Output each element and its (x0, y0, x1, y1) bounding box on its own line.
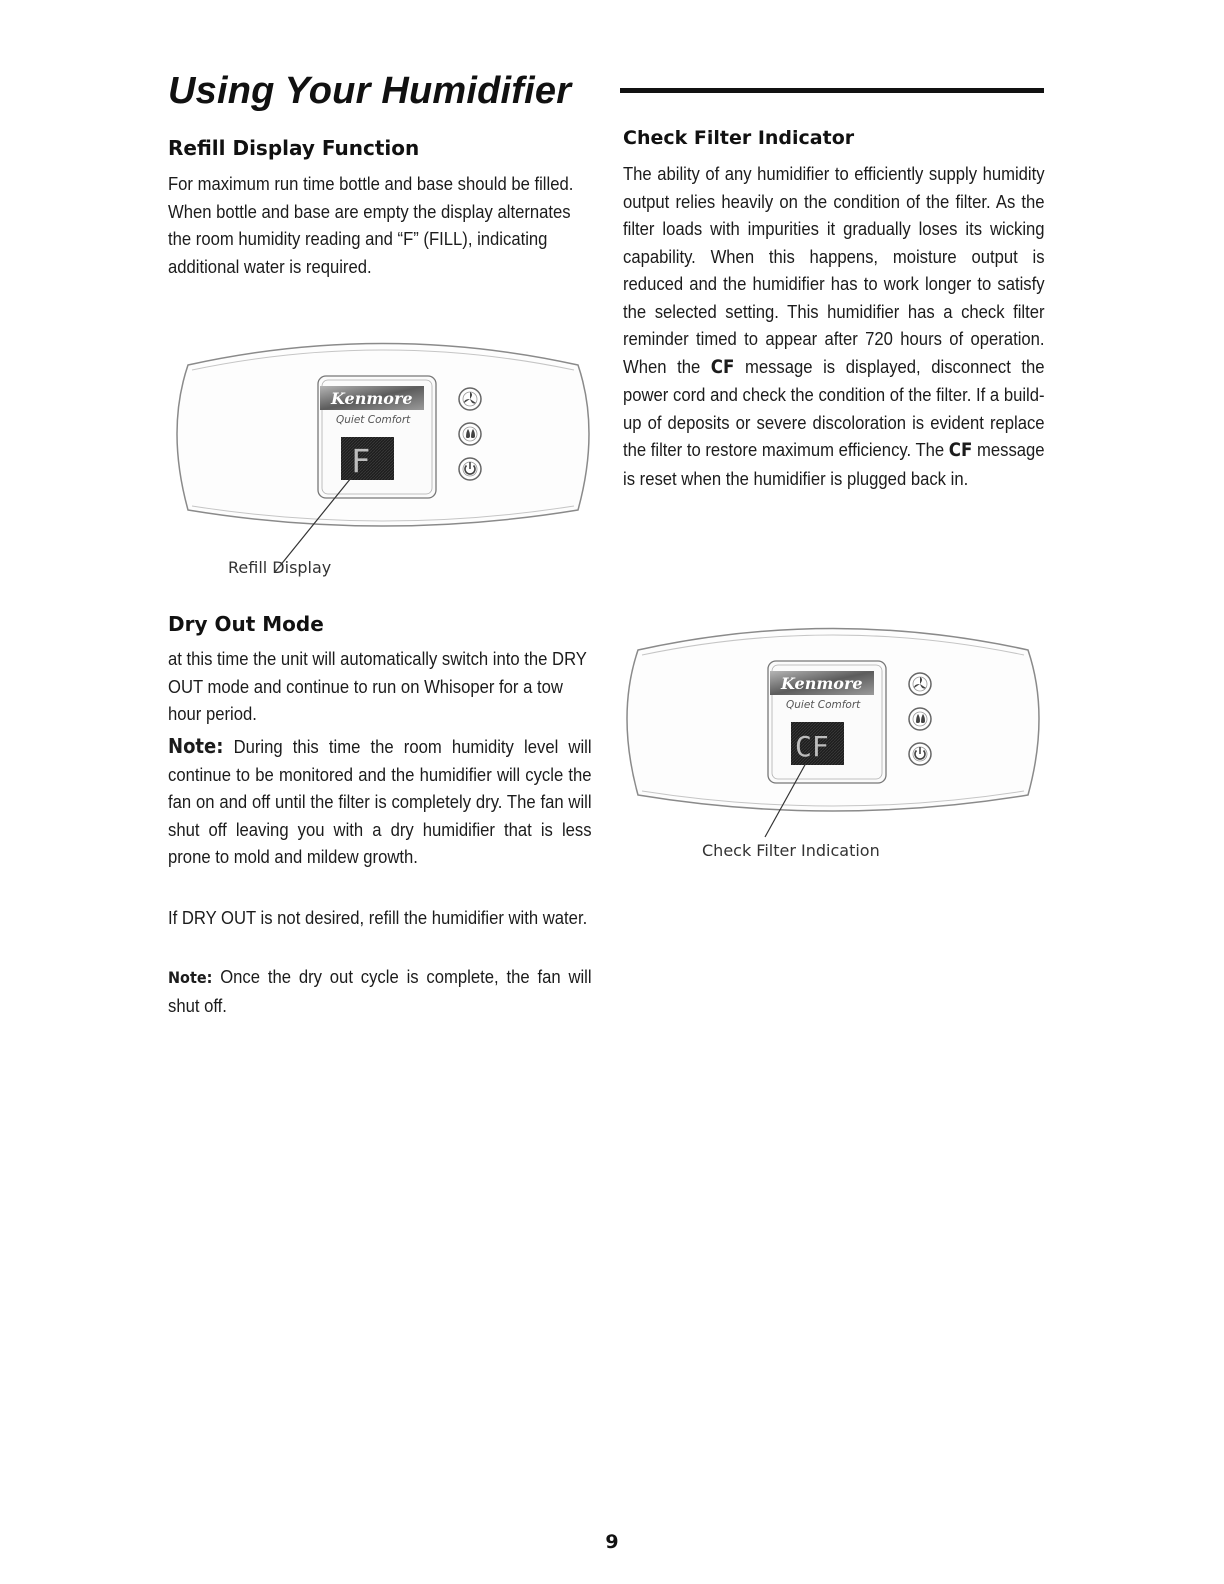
control-panel-illustration (618, 615, 1048, 870)
refill-figure (168, 330, 598, 590)
dry-out-para2-block (168, 733, 592, 871)
fan-icon (459, 388, 481, 410)
note-label: Note: (168, 968, 213, 987)
lcd-readout: F (351, 442, 371, 480)
refill-heading: Refill Display Function (168, 136, 420, 160)
page-number: 9 (605, 1531, 619, 1553)
lcd-readout: CF (795, 730, 829, 763)
refill-body-block (168, 170, 592, 280)
refill-body: For maximum run time bottle and base should be filled. When bottle and base are empty the display alternates the room humidity reading and “F” (FILL), indicating additional water is required. (168, 173, 574, 277)
dry-out-para4: Note: Once the dry out cycle is complete, the fan will shut off. (168, 966, 592, 1016)
brand-subtitle: Quiet Comfort (336, 414, 411, 426)
check-filter-caption: Check Filter Indication (702, 841, 880, 860)
dry-out-para3: If DRY OUT is not desired, refill the humidifier with water. (168, 907, 588, 928)
page-title: Using Your Humidifier (168, 70, 572, 112)
brand-subtitle: Quiet Comfort (786, 699, 861, 711)
note-label: Note: (168, 734, 224, 758)
dry-out-para2: Note: During this time the room humidity level will continue to be monitored and the humidifier will cycle the fan on and off until the filter is completely dry. The fan will shut off leaving you with a dry humidifier that is less prone to mold and mildew growth. (168, 734, 592, 867)
cf-label: CF (710, 356, 735, 378)
check-filter-body: The ability of any humidifier to efficiently supply humidity output relies heavily on the condition of the filter. As the filter loads with impurities it gradually loses its wicking capability. When this happens, moisture output is reduced and the humidifier has to work longer to satisfy the selected setting. This humidifier has a check filter reminder timed to appear after 720 hours of operation. When the CF message is displayed, disconnect the power cord and check the condition of the filter. If a build-up of deposits or severe discoloration is evident replace the filter to restore maximum efficiency. The CF message is reset when the humidifier is plugged back in. (623, 163, 1045, 489)
fan-icon (909, 673, 931, 695)
check-filter-figure (618, 615, 1048, 870)
dry-out-para4-block (168, 963, 592, 1019)
dry-out-heading: Dry Out Mode (168, 612, 324, 636)
power-icon (909, 743, 931, 765)
brand-logo: Kenmore (781, 674, 863, 693)
dry-out-para3-block (168, 904, 592, 932)
control-panel-illustration (168, 330, 598, 590)
check-filter-body-block (623, 160, 1045, 492)
title-rule (620, 88, 1044, 93)
check-filter-heading: Check Filter Indicator (623, 127, 855, 149)
humidity-icon (909, 708, 931, 730)
cf-label: CF (948, 440, 973, 461)
humidity-icon (459, 423, 481, 445)
power-icon (459, 458, 481, 480)
dry-out-para1-block (168, 645, 592, 728)
refill-caption: Refill Display (228, 558, 332, 577)
dry-out-para1: at this time the unit will automatically switch into the DRY OUT mode and continue to run on Whisoper for a tow hour period. (168, 648, 587, 724)
brand-logo: Kenmore (331, 389, 413, 408)
